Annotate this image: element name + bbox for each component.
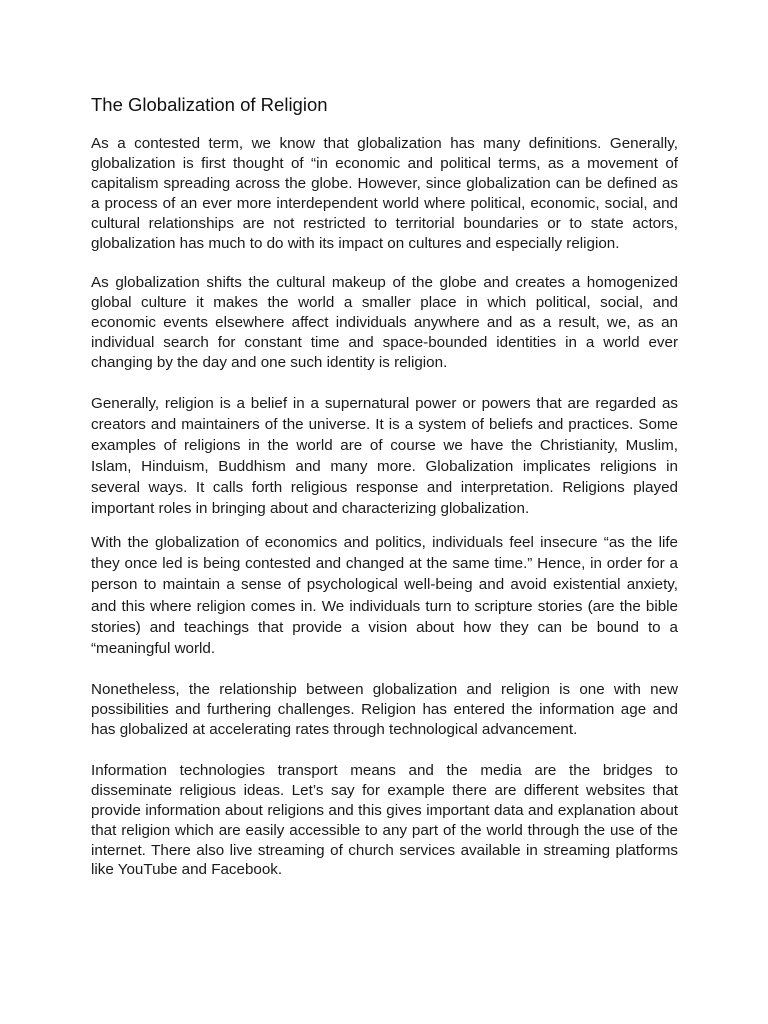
paragraph: Nonetheless, the relationship between globalization and religion is one with new possibilities and furthering challenges. Religion has entered the information age and has globalized at accelerating rates through technological advancement. xyxy=(91,681,678,738)
paragraph: As a contested term, we know that globalization has many definitions. Generally, globalization is first thought of “in economic and political terms, as a movement of capitalism spreading across the globe. However, since globalization can be defined as a process of an ever more interdependent world where political, economic, social, and cultural relationships are not restricted to territorial boundaries or to state actors, globalization has much to do with its impact on cultures and especially religion. xyxy=(91,135,678,252)
paragraph: Generally, religion is a belief in a supernatural power or powers that are regarded as creators and maintainers of the universe. It is a system of beliefs and practices. Some examples of religions in the world are of course we have the Christianity, Muslim, Islam, Hinduism, Buddhism and many more. Globalization implicates religions in several ways. It calls forth religious response and interpretation. Religions played important roles in bringing about and characterizing globalization. xyxy=(91,394,678,517)
paragraph: With the globalization of economics and politics, individuals feel insecure “as the life they once led is being contested and changed at the same time.” Hence, in order for a person to maintain a sense of psychological well-being and avoid existential anxiety, and this where religion comes in. We individuals turn to scripture stories (are the bible stories) and teachings that provide a vision about how they can be bound to a “meaningful world. xyxy=(91,533,678,657)
document-title: The Globalization of Religion xyxy=(91,94,328,115)
document-body xyxy=(91,93,678,900)
paragraph: As globalization shifts the cultural makeup of the globe and creates a homogenized global culture it makes the world a smaller place in which political, social, and economic events elsewhere affect individuals anywhere and as a result, we, as an individual search for constant time and space-bounded identities in a world ever changing by the day and one such identity is religion. xyxy=(91,274,678,372)
paragraph: Information technologies transport means and the media are the bridges to disseminate religious ideas. Let’s say for example there are different websites that provide information about religions and this gives important data and explanation about that religion which are easily accessible to any part of the world through the use of the internet. There also live streaming of church services available in streaming platforms like YouTube and Facebook. xyxy=(91,761,678,879)
